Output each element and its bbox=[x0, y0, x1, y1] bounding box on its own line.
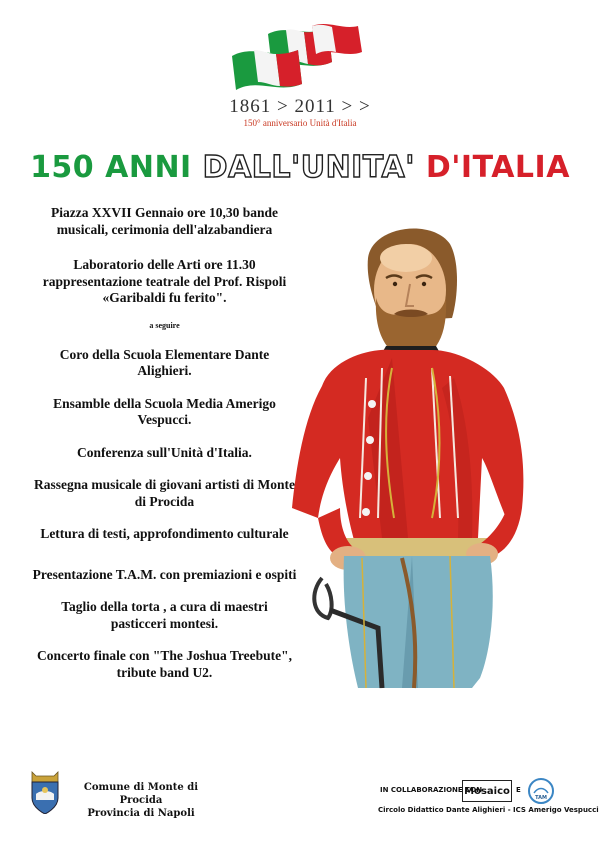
garibaldi-portrait bbox=[282, 218, 582, 738]
anniversary-logo bbox=[220, 22, 380, 132]
municipal-crest-icon bbox=[28, 770, 62, 814]
mosaico-text: Mosaico bbox=[464, 786, 510, 797]
tam-text: TAM bbox=[535, 795, 547, 801]
mosaico-logo bbox=[462, 780, 512, 802]
program-item: Lettura di testi, approfondimento culturale bbox=[40, 526, 289, 541]
tricolor-flags-icon bbox=[228, 22, 372, 94]
program-item: Coro della Scuola Elementare Dante Alighieri. bbox=[59, 346, 270, 378]
anniversary-text: 150° anniversario Unità d'Italia bbox=[243, 118, 357, 128]
provincia-name: Provincia di Napoli bbox=[87, 808, 195, 819]
collaboration-label: IN COLLABORAZIONE CON bbox=[380, 786, 483, 794]
years-text: 1861 > 2011 > > bbox=[229, 96, 371, 117]
page-title bbox=[0, 150, 600, 185]
program-item: Laboratorio delle Arti ore 11.30 rappresentazione teatrale del Prof. Rispoli «Garibaldi fu ferito". bbox=[42, 257, 287, 305]
tam-logo-icon bbox=[528, 778, 554, 804]
comune-label bbox=[66, 781, 216, 820]
program-item: Concerto finale con "The Joshua Treebute", tribute band U2. bbox=[37, 648, 292, 680]
program-item: Ensamble della Scuola Media Amerigo Vespucci. bbox=[53, 395, 276, 427]
event-program bbox=[32, 205, 297, 681]
title-part-green: 150 ANNI bbox=[30, 150, 203, 185]
program-item: Presentazione T.A.M. con premiazioni e ospiti bbox=[32, 566, 297, 582]
title-part-red: D'ITALIA bbox=[425, 150, 570, 185]
program-item: Piazza XXVII Gennaio ore 10,30 bande musicali, cerimonia dell'alzabandiera bbox=[50, 205, 278, 237]
program-item: Rassegna musicale di giovani artisti di Monte di Procida bbox=[33, 477, 295, 509]
title-part-white: DALL'UNITA' bbox=[202, 150, 426, 185]
schools-label: Circolo Didattico Dante Alighieri - ICS Amerigo Vespucci bbox=[378, 806, 599, 814]
program-item: Conferenza sull'Unità d'Italia. bbox=[77, 444, 252, 460]
program-item: Taglio della torta , a cura di maestri pasticceri montesi. bbox=[61, 599, 268, 631]
program-note: a seguire bbox=[149, 320, 180, 330]
comune-name: Comune di Monte di Procida bbox=[83, 782, 199, 806]
and-label: E bbox=[516, 786, 521, 794]
